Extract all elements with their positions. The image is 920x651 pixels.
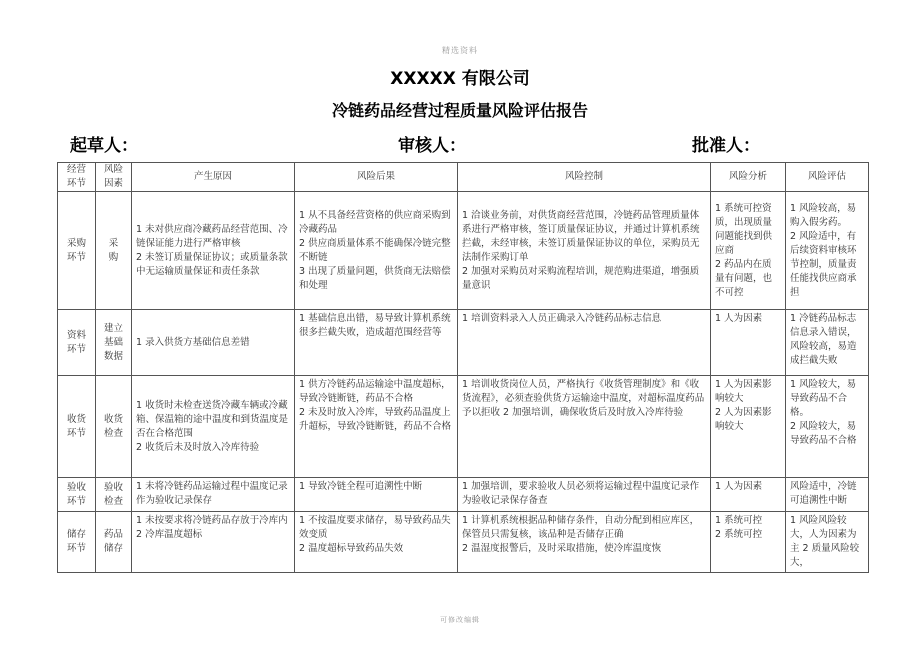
row-cause: 1 未对供应商冷藏药品经营范围、冷链保证能力进行严格审核 2 未签订质量保证协议；或质量条款中无运输质量保证和责任条款 xyxy=(132,192,295,310)
row-analysis: 1 人为因素 xyxy=(711,478,786,512)
table-row xyxy=(58,478,869,512)
row-analysis xyxy=(711,512,786,573)
row-consequence-text: 1 不按温度要求储存，易导致药品失效变质 2 温度超标导致药品失效 xyxy=(299,515,451,554)
approver-label: 批准人： xyxy=(692,136,760,156)
row-analysis: 1 人为因素 xyxy=(711,310,786,376)
drafter-label: 起草人： xyxy=(70,136,138,156)
header-analysis: 风险分析 xyxy=(711,163,786,192)
row-stage: 采购 环节 xyxy=(58,192,96,310)
row-cause-text: 1 未按要求将冷链药品存放于冷库内 2 冷库温度超标 xyxy=(136,515,288,540)
table-row xyxy=(58,192,869,310)
row-consequence xyxy=(295,512,458,573)
header-factor: 风险 因素 xyxy=(96,163,132,192)
row-stage-text: 储存 环节 xyxy=(66,529,86,554)
header-control: 风险控制 xyxy=(458,163,711,192)
row-evaluation: 1 冷链药品标志信息录入错误，风险较高，易造成拦截失败 xyxy=(786,310,869,376)
row-control: 1 培训收货岗位人员，严格执行《收货管理制度》和《收货流程》，必须查验供货方运输途中温度，对超标温度药品予以拒收 2 加强培训，确保收货后及时放入冷库待验 xyxy=(458,376,711,478)
row-stage: 验收 环节 xyxy=(58,478,96,512)
header-note: 精选资料 xyxy=(442,46,478,55)
report-title: 冷链药品经营过程质量风险评估报告 xyxy=(331,101,588,120)
row-factor-text: 药品 储存 xyxy=(103,529,123,554)
row-factor: 验收 检查 xyxy=(96,478,132,512)
row-stage: 收货 环节 xyxy=(58,376,96,478)
row-factor: 采 购 xyxy=(96,192,132,310)
row-stage: 资料 环节 xyxy=(58,310,96,376)
row-control: 1 培训资料录入人员正确录入冷链药品标志信息 xyxy=(458,310,711,376)
row-analysis-text: 1 系统可控 2 系统可控 xyxy=(715,515,763,540)
row-evaluation: 风险适中，冷链可追溯性中断 xyxy=(786,478,869,512)
row-stage xyxy=(58,512,96,573)
row-consequence: 1 导致冷链全程可追溯性中断 xyxy=(295,478,458,512)
header-stage: 经营 环节 xyxy=(58,163,96,192)
table-row xyxy=(58,512,869,573)
table-row xyxy=(58,376,869,478)
row-consequence: 1 基础信息出错，易导致计算机系统很多拦截失败，造成超范围经营等 xyxy=(295,310,458,376)
header-cause: 产生原因 xyxy=(132,163,295,192)
footer-note: 可修改编辑 xyxy=(440,616,480,624)
row-cause xyxy=(132,512,295,573)
row-factor: 收货 检查 xyxy=(96,376,132,478)
reviewer-label: 审核人： xyxy=(398,136,466,156)
row-analysis: 1 人为因素影响较大 2 人为因素影响较大 xyxy=(711,376,786,478)
row-evaluation: 1 风险较大，易导致药品不合格。 2 风险较大，易导致药品不合格 xyxy=(786,376,869,478)
row-consequence: 1 从不具备经营资格的供应商采购到冷藏药品 2 供应商质量体系不能确保冷链完整不断链 3 出现了质量问题，供货商无法赔偿和处理 xyxy=(295,192,458,310)
table-header-row xyxy=(58,163,869,192)
row-control: 1 加强培训，要求验收人员必须将运输过程中温度记录作为验收记录保存备查 xyxy=(458,478,711,512)
company-name: XXXXX 有限公司 xyxy=(390,69,530,89)
table-row xyxy=(58,310,869,376)
row-evaluation xyxy=(786,512,869,573)
header-evaluation: 风险评估 xyxy=(786,163,869,192)
header-consequence: 风险后果 xyxy=(295,163,458,192)
row-control xyxy=(458,512,711,573)
row-evaluation-text: 1 风险风险较大，人为因素为主 2 质量风险较大， xyxy=(790,515,860,568)
row-factor xyxy=(96,512,132,573)
row-control-text: 1 计算机系统根据品种储存条件，自动分配到相应库区，保管员只需复核，该品种是否储存正确 2 温湿度报警后，及时采取措施，使冷库温度恢 xyxy=(462,515,700,554)
row-analysis: 1 系统可控资质，出现质量问题能找到供应商 2 药品内在质量有问题，也不可控 xyxy=(711,192,786,310)
row-cause: 1 未将冷链药品运输过程中温度记录作为验收记录保存 xyxy=(132,478,295,512)
row-cause: 1 收货时未检查送货冷藏车辆或冷藏箱、保温箱的途中温度和到货温度是否在合格范围 2 收货后未及时放入冷库待验 xyxy=(132,376,295,478)
row-control: 1 洽谈业务前，对供货商经营范围，冷链药品管理质量体系进行严格审核，签订质量保证协议，并通过计算机系统拦截，未经审核，未签订质量保证协议的单位，采购员无法制作采购订单 2 加强对采购员对采购流程培训，规范购进渠道，增强质量意识 xyxy=(458,192,711,310)
row-factor: 建立 基础 数据 xyxy=(96,310,132,376)
row-consequence: 1 供方冷链药品运输途中温度超标，导致冷链断链，药品不合格 2 未及时放入冷库，导致药品温度上升超标，导致冷链断链，药品不合格 xyxy=(295,376,458,478)
risk-table xyxy=(57,162,869,573)
row-cause: 1 录入供货方基础信息差错 xyxy=(132,310,295,376)
row-evaluation: 1 风险较高，易购入假劣药。 2 风险适中，有后续资料审核环节控制，质量责任能找供应商承担 xyxy=(786,192,869,310)
